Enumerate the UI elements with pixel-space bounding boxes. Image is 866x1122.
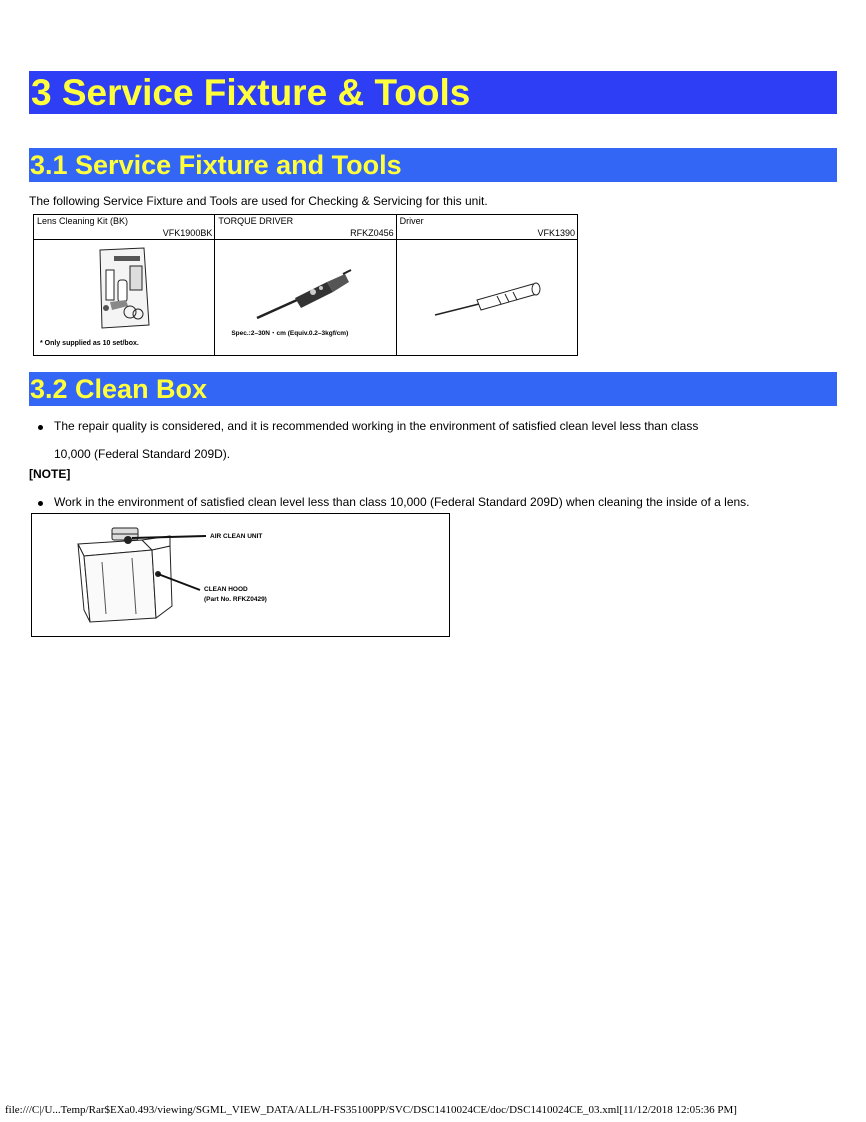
list-item-text: Work in the environment of satisfied clean level less than class 10,000 (Federal Standard 209D) when cleaning the inside of a lens.	[54, 495, 750, 509]
tool-name: Lens Cleaning Kit (BK)	[37, 216, 129, 226]
figure-label-part-number: (Part No. RFKZ0429)	[204, 596, 267, 603]
intro-text: The following Service Fixture and Tools are used for Checking & Servicing for this unit.	[29, 194, 488, 208]
tool-part-number: VFK1390	[537, 228, 575, 238]
tool-cell-lens-cleaning-kit	[34, 215, 215, 355]
screwdriver-icon	[397, 240, 577, 355]
tool-cell-torque-driver	[215, 215, 396, 355]
section-heading-service-tools: 3.1 Service Fixture and Tools	[29, 148, 837, 182]
tool-note: Spec.:2–30N・cm (Equiv.0.2–3kgf/cm)	[231, 330, 349, 337]
bullet-icon	[38, 425, 43, 430]
tool-name: TORQUE DRIVER	[218, 216, 294, 226]
figure-label-clean-hood: CLEAN HOOD	[204, 586, 248, 593]
bullet-icon	[38, 501, 43, 506]
lens-cleaning-kit-icon	[34, 240, 214, 355]
figure-label-air-clean-unit: AIR CLEAN UNIT	[210, 533, 263, 540]
torque-driver-icon	[215, 240, 395, 355]
list-item-text-continued: 10,000 (Federal Standard 209D).	[54, 447, 231, 461]
list-item-text: The repair quality is considered, and it is recommended working in the environment of satisfied clean level less than class	[54, 419, 699, 433]
tool-note: * Only supplied as 10 set/box.	[40, 340, 139, 347]
tools-table	[33, 214, 578, 356]
tool-name: Driver	[399, 216, 424, 226]
note-label: [NOTE]	[29, 467, 71, 481]
section-heading-clean-box: 3.2 Clean Box	[29, 372, 837, 406]
clean-box-figure	[31, 513, 450, 637]
page-title: 3 Service Fixture & Tools	[29, 71, 837, 114]
tool-part-number: VFK1900BK	[162, 228, 213, 238]
footer-file-path: file:///C|/U...Temp/Rar$EXa0.493/viewing/SGML_VIEW_DATA/ALL/H-FS35100PP/SVC/DSC1410024CE/doc/DSC1410024CE_03.xml[11/12/2018 12:05:36 PM]	[5, 1104, 737, 1116]
tool-cell-driver	[397, 215, 577, 355]
tool-part-number: RFKZ0456	[350, 228, 394, 238]
